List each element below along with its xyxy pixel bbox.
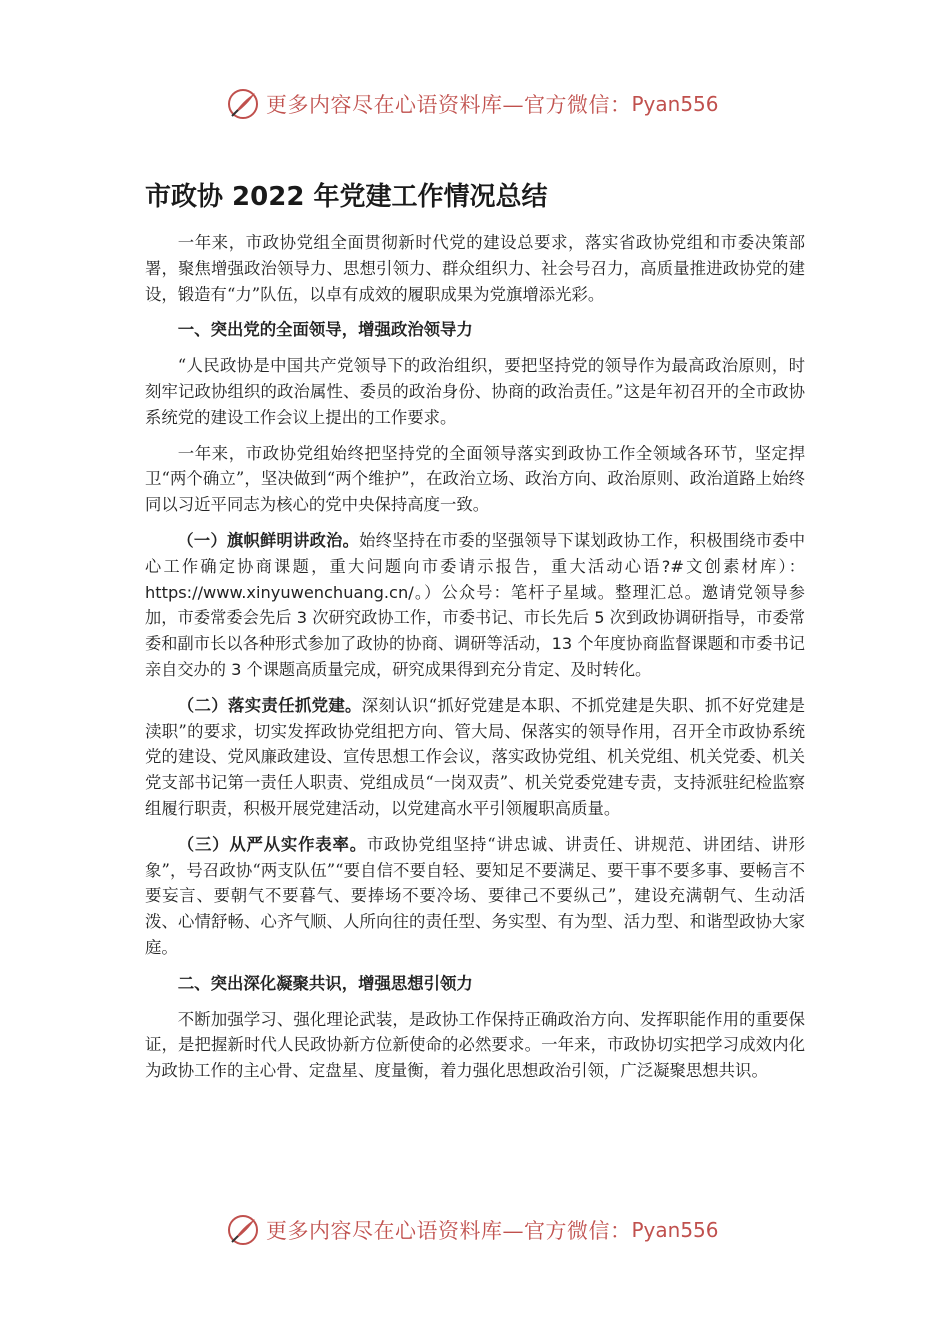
banner-text: 更多内容尽在心语资料库—官方微信： [266,93,632,117]
paragraph-example-body: 市政协党组坚持“讲忠诚、讲责任、讲规范、讲团结、讲形象”，号召政协“两支队伍”“要自信不要自轻、要知足不要满足、要干事不要多事、要畅言不要妄言、要朝气不要暮气、要捧场不要冷场、要律己不要纵己”，建设充满朝气、生动活泼、心情舒畅、心齐气顺、人所向往的责任型、务实型、有为型、活力型、和谐型政协大家庭。 [145,834,805,957]
paragraph-party-building-body: 深刻认识“抓好党建是本职、不抓党建是失职、抓不好党建是渎职”的要求，切实发挥政协党组把方向、管大局、保落实的领导作用，召开全市政协系统党的建设、党风廉政建设、宣传思想工作会议，落实政协党组、机关党组、机关党委、机关党支部书记第一责任人职责、党组成员“一岗双责”、机关党委党建专责，支持派驻纪检监察组履行职责，积极开展党建活动，以党建高水平引领履职高质量。 [145,695,806,818]
subsection-heading-3: （三）从严从实作表率。 [177,834,367,854]
banner-wechat-id: Pyan556 [631,92,719,116]
paragraph-example [145,832,805,961]
banner-text: 更多内容尽在心语资料库—官方微信： [266,1219,632,1243]
document-body [145,230,805,1094]
banner-wechat-id: Pyan556 [631,1218,719,1242]
footer-banner [226,1210,726,1250]
paragraph-quote: “人民政协是中国共产党领导下的政治组织，要把坚持党的领导作为最高政治原则，时刻牢记政协组织的政治属性、委员的政治身份、协商的政治责任。”这是年初召开的全市政协系统党的建设工作会议上提出的工作要求。 [145,356,805,427]
intro-paragraph: 一年来，市政协党组全面贯彻新时代党的建设总要求，落实省政协党组和市委决策部署，聚焦增强政治领导力、思想引领力、群众组织力、社会号召力，高质量推进政协党的建设，锻造有“力”队伍，以卓有成效的履职成果为党旗增添光彩。 [145,233,805,304]
paragraph-party-building [145,693,805,822]
subsection-heading-1: （一）旗帜鲜明讲政治。 [177,530,360,550]
subsection-heading-2: （二）落实责任抓党建。 [177,695,362,715]
section-heading-1: 一、突出党的全面领导，增强政治领导力 [177,320,473,340]
document-title: 市政协 2022 年党建工作情况总结 [145,182,548,212]
paragraph-study: 不断加强学习、强化理论武装，是政协工作保持正确政治方向、发挥职能作用的重要保证，是把握新时代人民政协新方位新使命的必然要求。一年来，市政协切实把学习成效内化为政协工作的主心骨、定盘星、度量衡，着力强化思想政治引领，广泛凝聚思想共识。 [145,1009,805,1081]
section-heading-2: 二、突出深化凝聚共识，增强思想引领力 [177,973,473,993]
header-banner [226,84,726,124]
paragraph-politics [145,528,805,683]
paragraph-leadership: 一年来，市政协党组始终把坚持党的全面领导落实到政协工作全领域各环节，坚定捍卫“两个确立”，坚决做到“两个维护”，在政治立场、政治方向、政治原则、政治道路上始终同以习近平同志为核心的党中央保持高度一致。 [145,443,805,515]
quill-logo-icon [226,87,260,121]
quill-logo-icon [226,1213,260,1247]
paragraph-politics-body: 始终坚持在市委的坚强领导下谋划政协工作，积极围绕市委中心工作确定协商课题，重大问题向市委请示报告，重大活动心语?#文创素材库）：https://www.xinyuwenchuang.cn/。）公众号：笔杆子星域。整理汇总。邀请党领导参加，市委常委会先后 3 次研究政协工作，市委书记、市长先后 5 次到政协调研指导，市委常委和副市长以各种形式参加了政协的协商、调研等活动，13 个年度协商监督课题和市委书记亲自交办的 3 个课题高质量完成，研究成果得到充分肯定、及时转化。 [145,530,806,679]
